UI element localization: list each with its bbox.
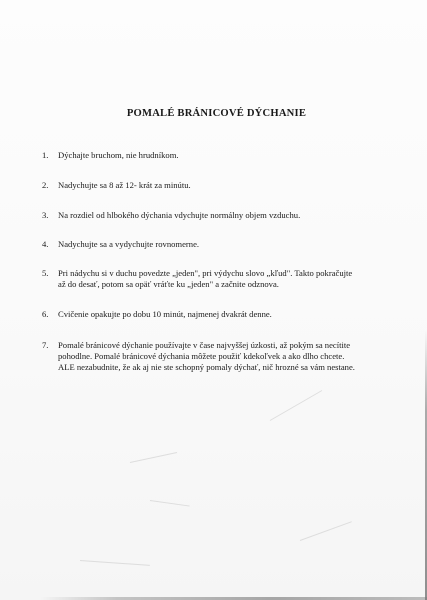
item-text	[58, 210, 382, 221]
list-item-1	[42, 150, 382, 161]
item-number: 3.	[42, 210, 49, 220]
page-title: POMALÉ BRÁNICOVÉ DÝCHANIE	[126, 108, 307, 119]
item-line: pohodlne. Pomalé bránicové dýchania môžete použiť kdekoľvek a ako dlho chcete.	[58, 351, 345, 361]
item-number: 2.	[42, 180, 49, 190]
list-item-2	[42, 180, 382, 191]
item-text	[58, 239, 382, 250]
item-number: 1.	[42, 150, 49, 160]
item-line: Pomalé bránicové dýchanie používajte v čase najvyššej úzkosti, až pokým sa necítite	[58, 340, 351, 350]
list-item-7	[42, 340, 382, 373]
item-line: Cvičenie opakujte po dobu 10 minút, najmenej dvakrát denne.	[58, 309, 272, 319]
item-number: 7.	[42, 340, 49, 350]
item-number: 4.	[42, 239, 49, 249]
list-item-4	[42, 239, 382, 250]
item-line: Nadychujte sa a vydychujte rovnomerne.	[58, 239, 200, 249]
item-line: ALE nezabudnite, že ak aj nie ste schopný pomaly dýchať, nič hrozné sa vám nestane.	[58, 362, 355, 372]
item-text	[58, 150, 382, 161]
item-line: Na rozdiel od hlbokého dýchania vdychujte normálny objem vzduchu.	[58, 210, 301, 220]
item-line: až do desať, potom sa opäť vráťte ku „jeden" a začnite odznova.	[58, 279, 279, 289]
item-text	[58, 268, 382, 290]
item-text	[58, 180, 382, 191]
item-number: 5.	[42, 268, 49, 278]
item-number: 6.	[42, 309, 49, 319]
list-item-6	[42, 309, 382, 320]
item-line: Nadychujte sa 8 až 12- krát za minútu.	[58, 180, 191, 190]
item-line: Dýchajte bruchom, nie hrudníkom.	[58, 150, 179, 160]
list-item-3	[42, 210, 382, 221]
item-line: Pri nádychu si v duchu povedzte „jeden", pri výdychu slovo „kľud". Takto pokračujte	[58, 268, 353, 278]
list-item-5	[42, 268, 382, 290]
item-text	[58, 309, 382, 320]
item-text	[58, 340, 382, 373]
